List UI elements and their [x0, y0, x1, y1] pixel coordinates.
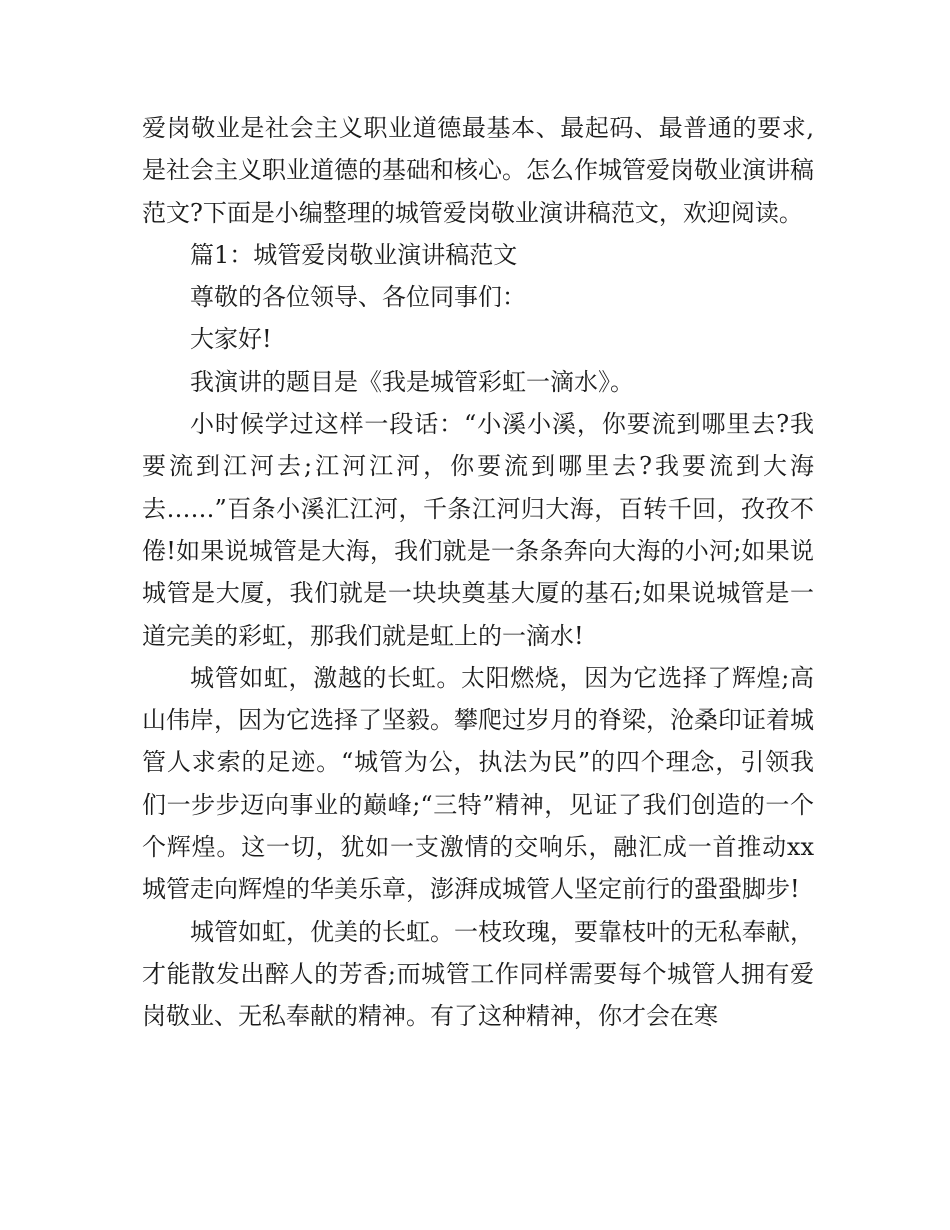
- section-heading: 篇1：城管爱岗敬业演讲稿范文: [190, 240, 518, 269]
- body-paragraph: 小时候学过这样一段话：“小溪小溪，你要流到哪里去?我要流到江河去;江河江河，你要流到哪里去?我要流到大海去……”百条小溪汇江河，千条江河归大海，百转千回，孜孜不倦!如果说城管是大海，我们就是一条条奔向大海的小河;如果说城管是大厦，我们就是一块块奠基大厦的基石;如果说城管是一道完美的彩虹，那我们就是虹上的一滴水!: [142, 410, 814, 650]
- speech-title-line: 我演讲的题目是《我是城管彩虹一滴水》。: [190, 367, 634, 396]
- salutation: 尊敬的各位领导、各位同事们：: [190, 283, 526, 312]
- document-body: [142, 107, 814, 1038]
- body-paragraph: 城管如虹，优美的长虹。一枝玫瑰，要靠枝叶的无私奉献，才能散发出醉人的芳香;而城管工作同样需要每个城管人拥有爱岗敬业、无私奉献的精神。有了这种精神，你才会在寒: [142, 917, 814, 1031]
- body-paragraph: 城管如虹，激越的长虹。太阳燃烧，因为它选择了辉煌;高山伟岸，因为它选择了坚毅。攀爬过岁月的脊梁，沧桑印证着城管人求索的足迹。“城管为公，执法为民”的四个理念，引领我们一步步迈向事业的巅峰;“三特”精神，见证了我们创造的一个个辉煌。这一切，犹如一支激情的交响乐，融汇成一首推动xx城管走向辉煌的华美乐章，澎湃成城管人坚定前行的蛩蛩脚步!: [142, 663, 814, 904]
- greeting: 大家好!: [190, 325, 272, 354]
- intro-paragraph: 爱岗敬业是社会主义职业道德最基本、最起码、最普通的要求,是社会主义职业道德的基础和核心。怎么作城管爱岗敬业演讲稿范文?下面是小编整理的城管爱岗敬业演讲稿范文，欢迎阅读。: [142, 114, 814, 227]
